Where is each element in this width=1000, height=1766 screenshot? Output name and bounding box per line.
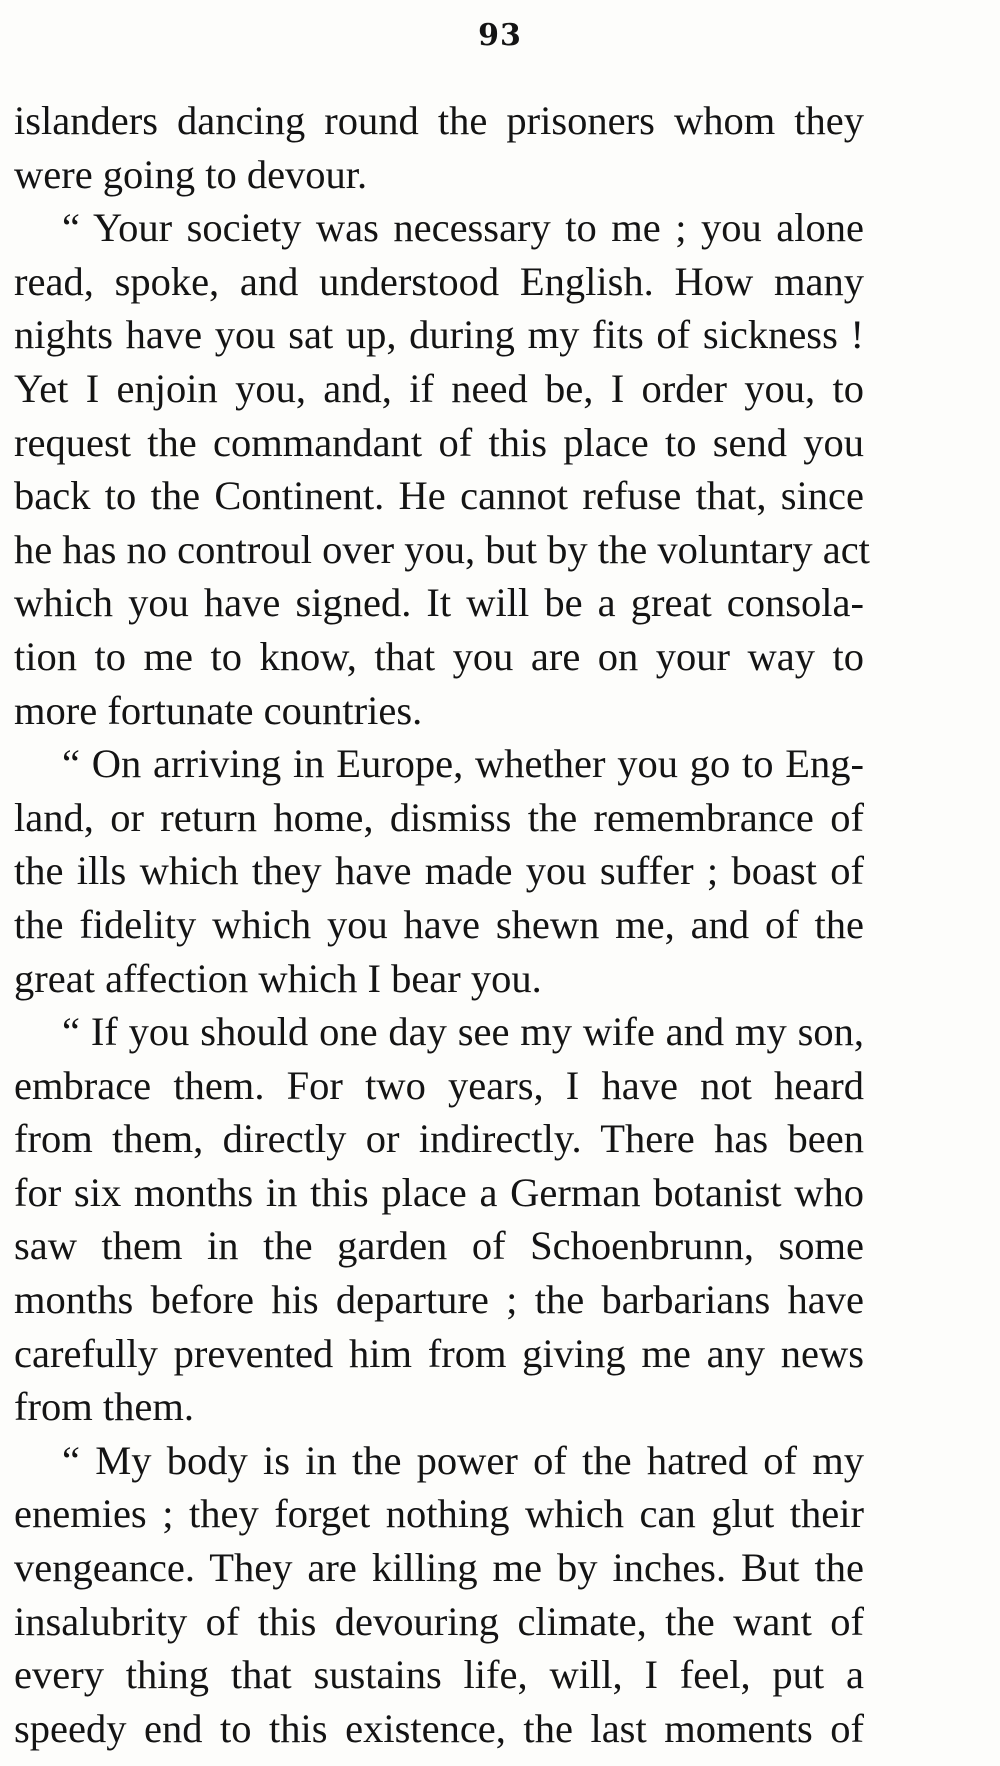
text-line: more fortunate countries. — [14, 687, 423, 733]
text-line: Yet I enjoin you, and, if need be, I order you, to — [14, 365, 864, 411]
text-line: great affection which I bear you. — [14, 955, 542, 1001]
page-number: 93 — [478, 18, 522, 53]
text-line: months before his departure ; the barbarians have — [14, 1277, 864, 1323]
text-line: were going to devour. — [14, 151, 368, 197]
text-line: which you have signed. It will be a great consola- — [14, 580, 864, 626]
text-line: from them. — [14, 1384, 194, 1430]
text-line: “ My body is in the power of the hatred of my — [62, 1437, 864, 1483]
text-line: speedy end to this existence, the last moments of — [14, 1705, 864, 1751]
text-line: tion to me to know, that you are on your way to — [14, 633, 864, 679]
text-line: “ Your society was necessary to me ; you alone — [62, 205, 864, 251]
text-line: every thing that sustains life, will, I feel, put a — [14, 1652, 864, 1698]
text-line: embrace them. For two years, I have not heard — [14, 1062, 864, 1108]
text-line: request the commandant of this place to send you — [14, 419, 864, 465]
text-line: the ills which they have made you suffer ; boast of — [14, 848, 864, 894]
text-line: saw them in the garden of Schoenbrunn, some — [14, 1223, 864, 1269]
text-line: land, or return home, dismiss the remembrance of — [14, 794, 864, 840]
text-line: from them, directly or indirectly. There has been — [14, 1116, 864, 1162]
text-line: the fidelity which you have shewn me, and of the — [14, 901, 864, 947]
body-text — [14, 94, 994, 1755]
text-line: nights have you sat up, during my fits of sickness ! — [14, 312, 864, 358]
text-line: vengeance. They are killing me by inches. But the — [14, 1545, 864, 1591]
text-line: carefully prevented him from giving me any news — [14, 1330, 864, 1376]
text-line: back to the Continent. He cannot refuse that, since — [14, 473, 864, 519]
text-line: read, spoke, and understood English. How many — [14, 258, 864, 304]
text-line: “ If you should one day see my wife and my son, — [62, 1009, 864, 1055]
text-line: insalubrity of this devouring climate, the want of — [14, 1598, 864, 1644]
text-line: enemies ; they forget nothing which can glut their — [14, 1491, 864, 1537]
text-line: islanders dancing round the prisoners whom they — [14, 98, 864, 143]
text-line: “ On arriving in Europe, whether you go to Eng- — [62, 741, 864, 787]
text-line: for six months in this place a German botanist who — [14, 1169, 864, 1215]
text-line: he has no controul over you, but by the voluntary act — [14, 526, 870, 572]
